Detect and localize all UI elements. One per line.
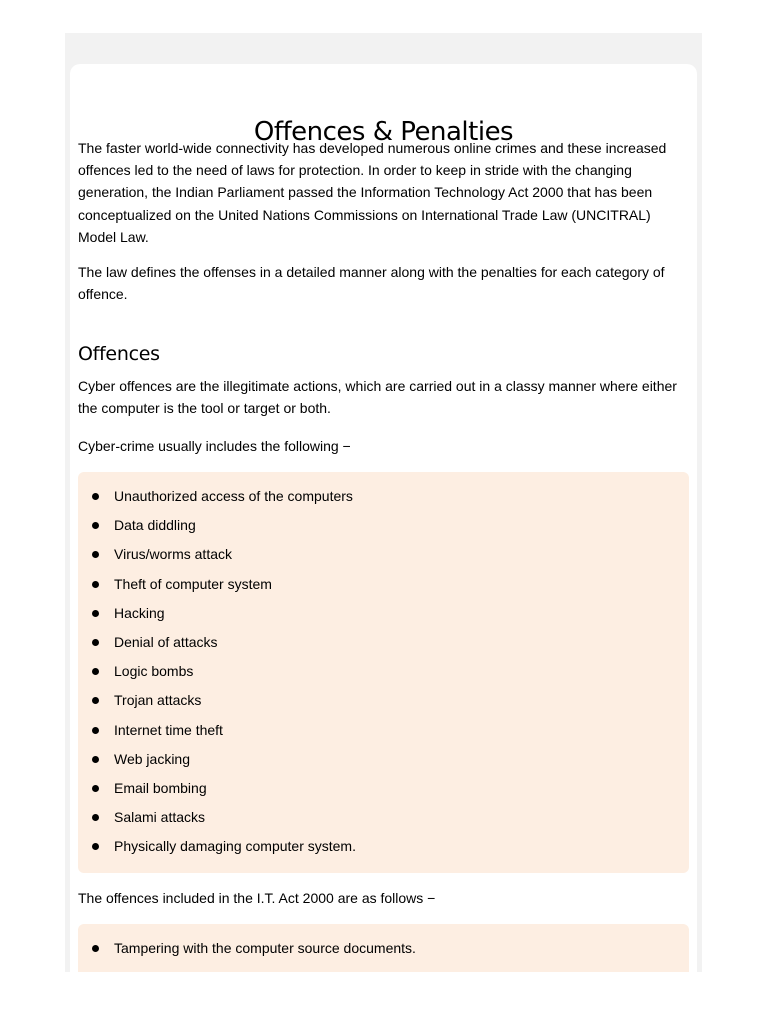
bullet-icon	[92, 639, 99, 646]
list-item-text: Virus/worms attack	[114, 546, 232, 563]
list-item-text: Web jacking	[114, 750, 191, 767]
list-item	[78, 599, 689, 628]
list-item-text: Tampering with the computer source documents.	[114, 940, 416, 956]
law-paragraph: The law defines the offenses in a detailed manner along with the penalties for each category of offence.	[78, 264, 665, 303]
list-item-text: Unauthorized access of the computers	[114, 488, 353, 504]
bullet-icon	[92, 785, 99, 792]
list-item	[78, 570, 689, 599]
cyber-crime-intro: Cyber-crime usually includes the following −	[78, 438, 351, 454]
list-item	[78, 628, 689, 657]
list-item-text: Trojan attacks	[114, 692, 202, 709]
list-item-text: Physically damaging computer system.	[114, 838, 356, 855]
list-item	[78, 803, 689, 832]
list-item	[78, 482, 689, 511]
content-card	[70, 64, 697, 972]
list-item-text: Salami attacks	[114, 809, 206, 826]
bullet-icon	[92, 843, 99, 850]
bullet-icon	[92, 668, 99, 675]
bullet-icon	[92, 581, 99, 588]
page-title: Offences & Penalties	[253, 117, 514, 147]
list-item-text: Internet time theft	[114, 721, 223, 738]
bullet-icon	[92, 493, 99, 500]
offences-heading: Offences	[78, 343, 160, 365]
list-item-text: Logic bombs	[114, 663, 194, 680]
page-frame	[65, 33, 702, 972]
list-item	[78, 716, 689, 745]
list-item	[78, 686, 689, 715]
list-item-text: Data diddling	[114, 517, 196, 534]
cyber-crime-list	[78, 472, 689, 861]
bullet-icon	[92, 756, 99, 763]
list-item	[78, 774, 689, 803]
list-item	[78, 511, 689, 540]
bullet-icon	[92, 945, 99, 952]
cyber-crime-list-box	[78, 472, 689, 873]
list-item	[78, 657, 689, 686]
act-offences-list-box	[78, 924, 689, 972]
list-item	[78, 832, 689, 861]
list-item-text: Hacking	[114, 604, 165, 621]
intro-paragraph: The faster world-wide connectivity has developed numerous online crimes and these increased offences led to the need of laws for protection. In order to keep in stride with the changing generation, the Indian Parliament passed the Information Technology Act 2000 that has been conceptualized on the United Nations Commissions on International Trade Law (UNCITRAL) Model Law.	[78, 140, 667, 245]
bullet-icon	[92, 522, 99, 529]
list-item	[78, 745, 689, 774]
bullet-icon	[92, 610, 99, 617]
list-item-text: Email bombing	[114, 779, 207, 796]
bullet-icon	[92, 727, 99, 734]
act-offences-list	[78, 924, 689, 963]
bullet-icon	[92, 814, 99, 821]
list-item-text: Denial of attacks	[114, 633, 218, 650]
offences-definition: Cyber offences are the illegitimate actions, which are carried out in a classy manner where either the computer is the tool or target or both.	[78, 378, 677, 417]
list-item	[78, 934, 689, 963]
bullet-icon	[92, 697, 99, 704]
list-item	[78, 540, 689, 569]
list-item-text: Theft of computer system	[114, 575, 272, 592]
bullet-icon	[92, 551, 99, 558]
act-offences-intro: The offences included in the I.T. Act 2000 are as follows −	[78, 890, 436, 906]
